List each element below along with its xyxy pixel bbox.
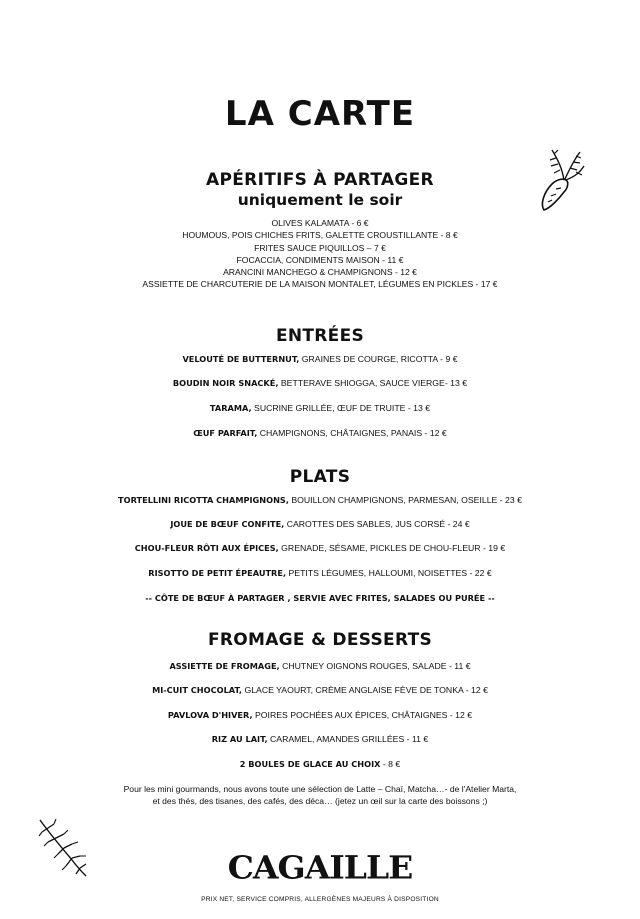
dish-description: PETITS LÉGUMES, HALLOUMI, NOISETTES - 22 €	[286, 568, 492, 578]
section-title-plats: PLATS	[289, 467, 351, 487]
aperitifs-list	[0, 217, 640, 291]
dish-item	[0, 734, 640, 744]
dish-description: GRAINES DE COURGE, RICOTTA - 9 €	[299, 354, 458, 364]
dish-name: TORTELLINI RICOTTA CHAMPIGNONS,	[118, 495, 289, 505]
footer-note: PRIX NET, SERVICE COMPRIS, ALLERGÈNES MAJEURS À DISPOSITION	[201, 896, 439, 903]
dish-name: ŒUF PARFAIT,	[193, 428, 258, 438]
dish-description: GRENADE, SÉSAME, PICKLES DE CHOU-FLEUR - 19 €	[278, 543, 506, 553]
dish-name: BOUDIN NOIR SNACKÉ,	[172, 378, 279, 388]
dish-description: CHUTNEY OIGNONS ROUGES, SALADE - 11 €	[279, 661, 471, 671]
dish-description: BETTERAVE SHIOGGA, SAUCE VIERGE- 13 €	[278, 378, 468, 388]
dish-item	[0, 661, 640, 671]
dish-description: POIRES POCHÉES AUX ÉPICES, CHÂTAIGNES - 12 €	[252, 710, 473, 720]
dish-item	[0, 428, 640, 438]
dish-name: CHOU-FLEUR RÔTI AUX ÉPICES,	[134, 543, 279, 553]
section-title-desserts: FROMAGE & DESSERTS	[207, 630, 433, 650]
dish-name: MI-CUIT CHOCOLAT,	[152, 685, 243, 695]
note-line: Pour les mini gourmands, nous avons toute une sélection de Latte – Chaï, Matcha…- de l'Atelier Marta,	[123, 784, 517, 794]
dish-name: -- CÔTE DE BŒUF À PARTAGER , SERVIE AVEC FRITES, SALADES OU PURÉE --	[145, 593, 495, 603]
dish-name: RISOTTO DE PETIT ÉPEAUTRE,	[148, 568, 287, 578]
dish-name: VELOUTÉ DE BUTTERNUT,	[182, 354, 300, 364]
dish-name: RIZ AU LAIT,	[211, 734, 268, 744]
dish-description: - 8 €	[380, 759, 401, 769]
section-title-aperitifs: APÉRITIFS À PARTAGER	[206, 170, 434, 190]
dish-description: CAROTTES DES SABLES, JUS CORSÉ - 24 €	[284, 519, 470, 529]
dish-item	[0, 519, 640, 529]
section-title-entrees: ENTRÉES	[275, 326, 365, 346]
dish-item	[0, 710, 640, 720]
dish-item	[0, 354, 640, 364]
dish-item	[0, 403, 640, 413]
list-item: OLIVES KALAMATA - 6 €	[271, 218, 369, 228]
note-line: et des thés, des tisanes, des cafés, des déca… (jetez un œil sur la carte des boissons ;)	[152, 796, 488, 806]
section-subtitle-aperitifs: uniquement le soir	[237, 191, 403, 209]
dish-name: PAVLOVA D'HIVER,	[167, 710, 253, 720]
dish-item	[0, 495, 640, 505]
dish-item	[0, 593, 640, 603]
dish-item	[0, 685, 640, 695]
dish-name: JOUE DE BŒUF CONFITE,	[170, 519, 285, 529]
list-item: ASSIETTE DE CHARCUTERIE DE LA MAISON MONTALET, LÉGUMES EN PICKLES - 17 €	[142, 279, 498, 290]
dish-name: ASSIETTE DE FROMAGE,	[169, 661, 280, 671]
dish-description: GLACE YAOURT, CRÈME ANGLAISE FÈVE DE TONKA - 12 €	[242, 685, 488, 695]
dish-item	[0, 378, 640, 388]
dish-name: TARAMA,	[209, 403, 252, 413]
dish-description: SUCRINE GRILLÉE, ŒUF DE TRUITE - 13 €	[251, 403, 431, 413]
dish-item	[0, 759, 640, 769]
list-item: FRITES SAUCE PIQUILLOS – 7 €	[254, 242, 386, 253]
list-item: ARANCINI MANCHEGO & CHAMPIGNONS - 12 €	[223, 267, 417, 278]
list-item: HOUMOUS, POIS CHICHES FRITS, GALETTE CROUSTILLANTE - 8 €	[182, 230, 458, 241]
list-item: FOCACCIA, CONDIMENTS MAISON - 11 €	[236, 254, 404, 265]
dish-description: CARAMEL, AMANDES GRILLÉES - 11 €	[267, 734, 429, 744]
dish-item	[0, 568, 640, 578]
dish-name: 2 BOULES DE GLACE AU CHOIX	[239, 759, 381, 769]
dish-description: CHAMPIGNONS, CHÂTAIGNES, PANAIS - 12 €	[257, 428, 447, 438]
dish-item	[0, 543, 640, 553]
kids-note	[0, 783, 640, 807]
restaurant-logo: CAGAILLE	[227, 848, 413, 887]
dish-description: BOUILLON CHAMPIGNONS, PARMESAN, OSEILLE - 23 €	[288, 495, 522, 505]
page-title: LA CARTE	[224, 94, 416, 134]
